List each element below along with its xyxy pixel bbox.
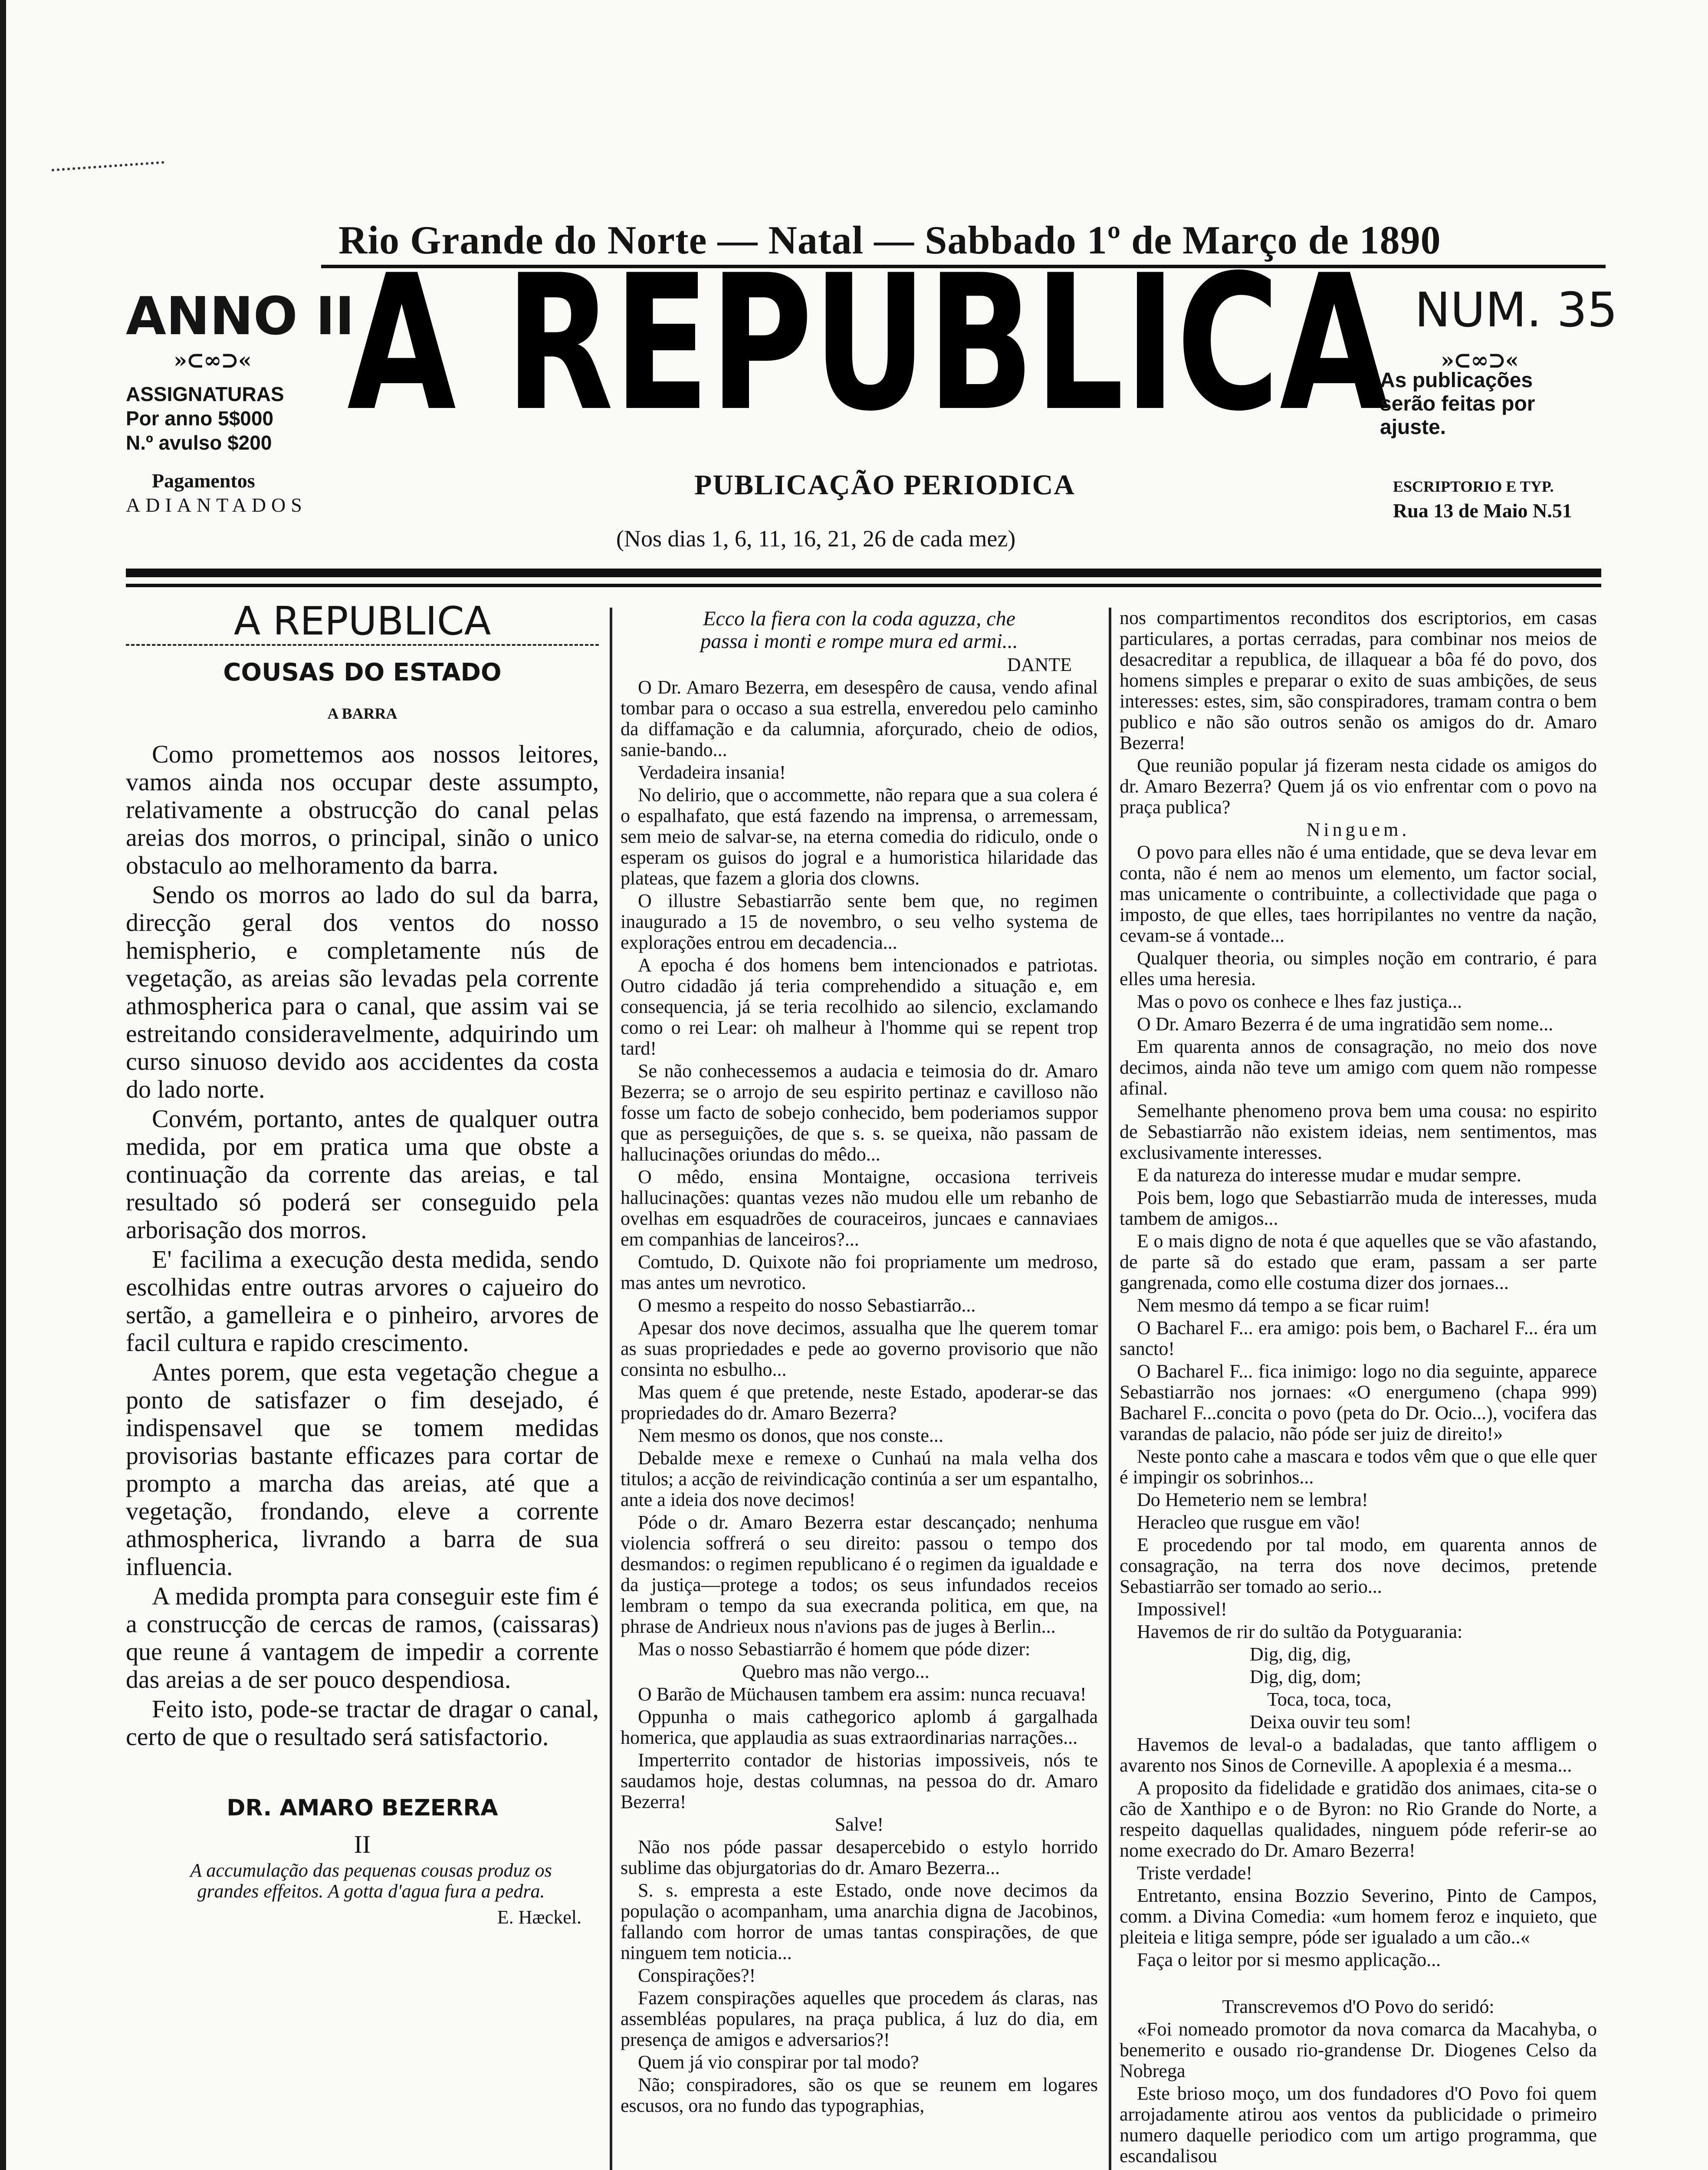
paragraph: Póde o dr. Amaro Bezerra estar descançado; nenhuma violencia soffrerá o seu direito: passou o tempo dos desmandos: o regimen republicano é o regimen da igualdade e da justiça—protege a todos; os seus infundados receios lembram o tempo da sua execranda politica, em que, na phrase de Andrieux nous n'avions pas de juges à Berlin... <box>621 1512 1098 1637</box>
payment-note <box>126 469 307 517</box>
epigraph: Ecco la fiera con la coda aguzza, che passa i monti e rompe mura ed armi... <box>700 607 1018 653</box>
paragraph: Feito isto, pode-se tractar de dragar o canal, certo de que o resultado será satisfactorio. <box>126 1695 599 1751</box>
payment-title: Pagamentos <box>152 470 255 492</box>
masthead-text: A REPUBLICA <box>347 260 1390 425</box>
ink-smudge <box>52 161 166 189</box>
dashed-rule <box>126 644 599 646</box>
publications-note: As publicações serão feitas por ajuste. <box>1380 369 1535 439</box>
paragraph: Pois bem, logo que Sebastiarrão muda de interesses, muda tambem de amigos... <box>1120 1187 1597 1229</box>
paragraph: O Barão de Müchausen tambem era assim: nunca recuava! <box>638 1683 1087 1705</box>
verse-line: Toca, toca, toca, <box>1267 1689 1392 1710</box>
paragraph: Apesar dos nove decimos, assualha que lhe querem tomar as suas propriedades e pede ao governo provisorio que não consinta no esbulho... <box>621 1317 1098 1380</box>
paragraph: Neste ponto cahe a mascara e todos vêm que o que elle quer é impingir os sobrinhos... <box>1120 1446 1597 1488</box>
paragraph: Qualquer theoria, ou simples noção em contrario, é para elles uma heresia. <box>1120 947 1597 990</box>
paragraph: Mas quem é que pretende, neste Estado, apoderar-se das propriedades do dr. Amaro Bezerra? <box>621 1381 1098 1424</box>
paragraph: Do Hemeterio nem se lembra! <box>1137 1489 1368 1510</box>
paragraph: Não; conspiradores, são os que se reunem em logares escusos, ora no fundo das typographias, <box>621 2074 1098 2116</box>
paragraph: Nem mesmo dá tempo a se ficar ruim! <box>1137 1295 1430 1316</box>
column-3 <box>1120 608 1597 2168</box>
paragraph: «Foi nomeado promotor da nova comarca da Macahyba, o benemerito e ousado rio-grandense Dr. Diogenes Celso da Nobrega <box>1120 2019 1597 2081</box>
paragraph: A medida prompta para conseguir este fim é a construcção de cercas de ramos, (caissaras) que reune á vantagem de impedir a corrente das areias a de ser pouco despendiosa. <box>126 1582 599 1693</box>
paragraph: E' facilima a execução desta medida, sendo escolhidas entre outras arvores o cajueiro do sertão, a gamelleira e o pinheiro, arvores de facil cultura e rapido crescimento. <box>126 1245 599 1357</box>
paragraph: Fazem conspirações aquelles que procedem ás claras, nas assembléas populares, na praça publica, á luz do dia, em presença de amigos e adversarios?! <box>621 1987 1098 2050</box>
paragraph: Mas o nosso Sebastiarrão é homem que póde dizer: <box>638 1638 1031 1660</box>
paragraph: Sendo os morros ao lado do sul da barra, direcção geral dos ventos do nosso hemispherio, e completamente nús de vegetação, as areias são levadas pela corrente athmospherica para o canal, que assim vai se estreitando consideravelmente, adquirindo um curso sinuoso devido aos accidentes da costa do lado norte. <box>126 881 599 1103</box>
paragraph: nos compartimentos reconditos dos escriptorios, em casas particulares, a portas cerradas, para combinar nos meios de desacreditar a republica, de illaquear a bôa fé do povo, dos homens simples e preparar o exito de suas ambições, de seus interesses: estes, sim, são conspiradores, tramam contra o bem publico e não são outros senão os amigos do dr. Amaro Bezerra! <box>1120 607 1597 753</box>
paragraph: Conspirações?! <box>638 1965 756 1986</box>
paragraph: S. s. empresta a este Estado, onde nove decimos da população o acompanham, uma anarchia digna de Jacobinos, fallando com horror de umas tantas conspirações, de que ninguem tem noticia... <box>621 1880 1098 1963</box>
paragraph: O Dr. Amaro Bezerra, em desespêro de causa, vendo afinal tombar para o occaso a sua estrella, enveredou pelo caminho da diffamação e da calumnia, aforçurado, cheio de odios, sanie-bando... <box>621 677 1098 760</box>
paragraph: Havemos de rir do sultão da Potyguarania: <box>1137 1621 1463 1642</box>
paragraph: Faça o leitor por si mesmo applicação... <box>1137 1949 1441 1970</box>
paragraph: Semelhante phenomeno prova bem uma cousa: no espirito de Sebastiarrão não existem ideias, nem sentimentos, mas exclusivamente interesses. <box>1120 1100 1597 1163</box>
paragraph: Em quarenta annos de consagração, no meio dos nove decimos, ainda não teve um amigo com quem não rompesse afinal. <box>1120 1036 1597 1099</box>
paragraph: A epocha é dos homens bem intencionados e patriotas. Outro cidadão já teria comprehendido a situação e, em consequencia, já se teria recolhido ao silencio, exclamando como o rei Lear: oh malheur à l'homme qui se repent trop tard! <box>621 954 1098 1059</box>
column-1 <box>126 598 599 1933</box>
paragraph: Que reunião popular já fizeram nesta cidade os amigos do dr. Amaro Bezerra? Quem já os vio enfrentar com o povo na praça publica? <box>1120 755 1597 818</box>
salute-line: Salve! <box>834 1814 884 1835</box>
paragraph: O illustre Sebastiarrão sente bem que, no regimen inaugurado a 15 de novembro, o seu velho systema de explorações entrou em decadencia... <box>621 890 1098 953</box>
column-divider-2 <box>1109 608 1111 2170</box>
paragraph: Impossivel! <box>1137 1598 1227 1620</box>
verse-line: Dig, dig, dig, <box>1250 1644 1351 1665</box>
paragraph: O mesmo a respeito do nosso Sebastiarrão... <box>638 1295 976 1316</box>
paragraph: O Dr. Amaro Bezerra é de uma ingratidão sem nome... <box>1137 1013 1554 1035</box>
transcript-intro: Transcrevemos d'O Povo do seridó: <box>1222 1996 1494 2017</box>
epigraph-author: DANTE <box>1007 654 1072 675</box>
paragraph: O povo para elles não é uma entidade, que se deva levar em conta, não é nem ao menos um elemento, um factor social, mas unicamente o contribuinte, a collectividade que paga o imposto, de que elles, taes horripilantes no ventre da nação, cevam-se á vontade... <box>1120 842 1597 946</box>
office-label: ESCRIPTORIO E TYP. <box>1393 478 1554 495</box>
section-title: A REPUBLICA <box>233 598 491 644</box>
header-rule-bottom-thin <box>126 584 1601 587</box>
column-divider-1 <box>610 608 612 2170</box>
paragraph: Heracleo que rusgue em vão! <box>1137 1512 1361 1533</box>
payment-terms: ADIANTADOS <box>126 494 307 516</box>
paragraph: Verdadeira insania! <box>638 762 786 783</box>
epigraph: A accumulação das pequenas cousas produz os grandes effeitos. A gotta d'agua fura a pedra. <box>190 1860 552 1902</box>
paragraph: Triste verdade! <box>1137 1862 1252 1884</box>
scan-edge-left <box>0 0 6 2170</box>
office-address: Rua 13 de Maio N.51 <box>1393 500 1572 522</box>
ornament-left: »⊂∞⊃« <box>174 347 251 373</box>
paragraph: Quem já vio conspirar por tal modo? <box>638 2052 919 2073</box>
paragraph: Imperterrito contador de historias impossiveis, nós te saudamos hoje, destas columnas, na pessoa do dr. Amaro Bezerra! <box>621 1749 1098 1812</box>
verse-line: Quebro mas não vergo... <box>742 1661 930 1682</box>
paragraph: No delirio, que o accommette, não repara que a sua colera é o espalhafato, que está fazendo na imprensa, o arremessam, sem meio de salvar-se, na eterna comedia do ridiculo, onde o esperam os guisos do jogral e a humoristica hilaridade das plateas, que fazem a gloria dos clowns. <box>621 784 1098 889</box>
subsection-title: COUSAS DO ESTADO <box>223 658 502 687</box>
issue-number: NUM. 35 <box>1415 282 1618 338</box>
subscriptions <box>126 382 284 455</box>
paragraph: Mas o povo os conhece e lhes faz justiça... <box>1137 991 1462 1012</box>
year-label: ANNO II <box>126 286 355 347</box>
paragraph: Antes porem, que esta vegetação chegue a ponto de satisfazer o fim desejado, é indispensavel que se tomem medidas provisorias bastante efficazes para cortar de prompto a marcha das areias, até que a vegetação, frondando, eleve a corrente athmospherica, livrando a barra de sua influencia. <box>126 1358 599 1581</box>
paragraph: O mêdo, ensina Montaigne, occasiona terriveis hallucinações: quantas vezes não mudou elle um rebanho de ovelhas em esquadrões de couraceiros, juncaes e cannaviaes em companhias de lanceiros?... <box>621 1166 1098 1250</box>
paragraph: O Bacharel F... fica inimigo: logo no dia seguinte, apparece Sebastiarrão nos jornaes: «O energumeno (chapa 999) Bacharel F...concita o povo (peta do Dr. Ocio...), vocifera das varandas de palacio, não póde ser juiz de direito!» <box>1120 1361 1597 1444</box>
paragraph: Como promettemos aos nossos leitores, vamos ainda nos occupar deste assumpto, relativamente a obstrucção do canal pelas areias dos morros, o principal, sinão o unico obstaculo ao melhoramento da barra. <box>126 740 599 879</box>
header-rule-bottom <box>126 569 1601 577</box>
subscriptions-year: Por anno 5$000 <box>126 407 274 430</box>
subscriptions-single: N.º avulso $200 <box>126 431 272 454</box>
paragraph: O Bacharel F... era amigo: pois bem, o Bacharel F... éra um sancto! <box>1120 1317 1597 1359</box>
publication-schedule: (Nos dias 1, 6, 11, 16, 21, 26 de cada mez) <box>616 526 1016 552</box>
paragraph: Se não conhecessemos a audacia e teimosia do dr. Amaro Bezerra; se o arrojo de seu espirito pertinaz e cavilloso não fosse um facto de sobejo conhecido, bem poderiamos suppor que as perseguições, de que s. s. se queixa, não passam de hallucinações oriundas do mêdo... <box>621 1060 1098 1165</box>
paragraph: Não nos póde passar desapercebido o estylo horrido sublime das objurgatorias do dr. Amaro Bezerra... <box>621 1836 1098 1878</box>
ornament-right: »⊂∞⊃« <box>1441 347 1518 373</box>
subtitle: PUBLICAÇÃO PERIODICA <box>694 469 1075 501</box>
paragraph: Nem mesmo os donos, que nos conste... <box>638 1425 943 1446</box>
paragraph: Convém, portanto, antes de qualquer outra medida, por em pratica uma que obste a continuação da corrente das areias, e tal resultado só poderá ser conseguido pela arborisação dos morros. <box>126 1105 599 1244</box>
column-2 <box>621 608 1098 2118</box>
paragraph: E o mais digno de nota é que aquelles que se vão afastando, de parte sã do estado que eram, passam a ser parte gangrenada, como elle costuma dizer dos jornaes... <box>1120 1230 1597 1293</box>
paragraph: Entretanto, ensina Bozzio Severino, Pinto de Campos, comm. a Divina Comedia: «um homem feroz e inquieto, que pleiteia e litiga sempre, póde ser igualado a um cão..« <box>1120 1885 1597 1948</box>
paragraph: Este brioso moço, um dos fundadores d'O Povo foi quem arrojadamente atirou aos ventos da publicidade o primeiro numero daquelle periodico com um artigo programma, que escandalisou <box>1120 2083 1597 2167</box>
paragraph: Havemos de leval-o a badaladas, que tanto affligem o avarento nos Sinos de Corneville. A apoplexia é a mesma... <box>1120 1734 1597 1776</box>
epigraph-author: E. Hæckel. <box>497 1907 581 1928</box>
article-title: DR. AMARO BEZERRA <box>227 1795 498 1821</box>
dateline: Rio Grande do Norte — Natal — Sabbado 1º de Março de 1890 <box>338 218 1441 262</box>
masthead-title <box>343 260 1393 425</box>
paragraph: E procedendo por tal modo, em quarenta annos de consagração, na terra dos nove decimos, pretende Sebastiarrão ser tomado ao serio... <box>1120 1534 1597 1597</box>
paragraph: Oppunha o mais cathegorico aplomb á gargalhada homerica, que applaudia as suas extraordinarias narrações... <box>621 1706 1098 1748</box>
verse-line: Dig, dig, dom; <box>1250 1666 1361 1687</box>
answer-line: Ninguem. <box>1306 819 1410 840</box>
article-part-number: II <box>354 1830 371 1858</box>
verse-line: Deixa ouvir teu som! <box>1250 1711 1412 1733</box>
paragraph: E da natureza do interesse mudar e mudar sempre. <box>1137 1164 1521 1186</box>
paragraph: Comtudo, D. Quixote não foi propriamente um medroso, mas antes um nevrotico. <box>621 1251 1098 1293</box>
subscriptions-title: ASSIGNATURAS <box>126 383 284 405</box>
paragraph: A proposito da fidelidade e gratidão dos animaes, cita-se o cão de Xanthipo e o de Byron: no Rio Grande do Norte, a respeito daquellas qualidades, ninguem póde referir-se ao nome execrado do Dr. Amaro Bezerra! <box>1120 1777 1597 1861</box>
paragraph: Debalde mexe e remexe o Cunhaú na mala velha dos titulos; a acção de reivindicação continúa a ser um espantalho, ante a ideia dos nove decimos! <box>621 1447 1098 1510</box>
topic-label: A BARRA <box>327 705 397 722</box>
